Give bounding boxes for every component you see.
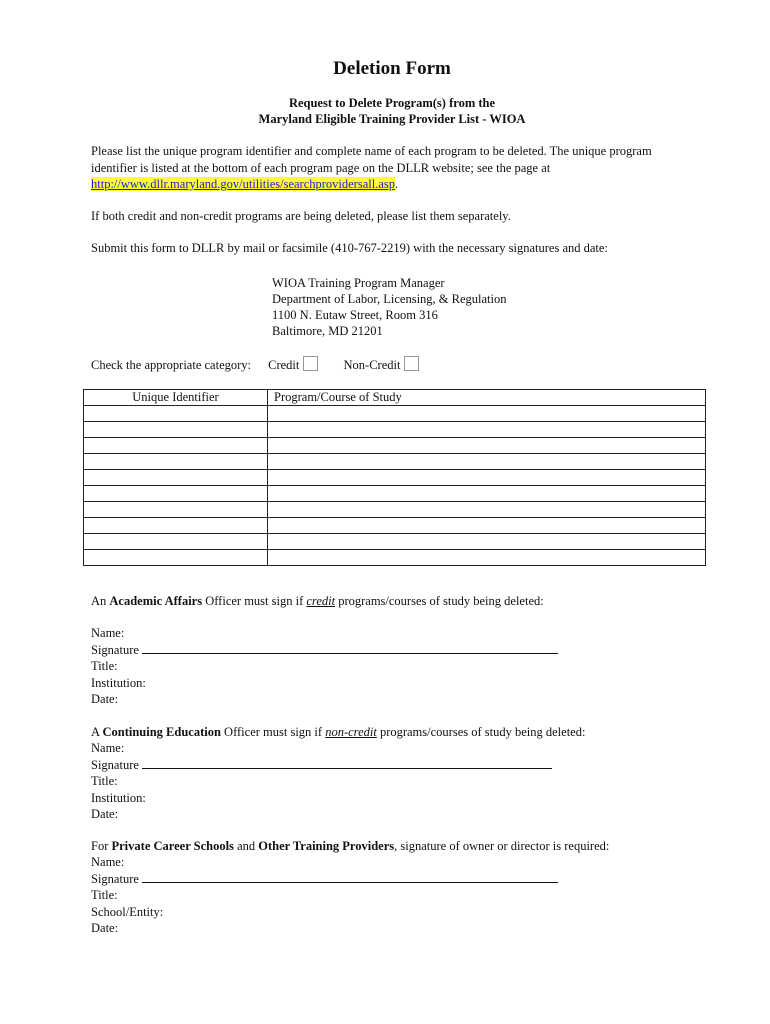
private-suffix: , signature of owner or director is required: bbox=[394, 839, 610, 853]
table-row bbox=[84, 470, 706, 486]
continuing-education-instruction bbox=[91, 724, 585, 740]
table-row bbox=[84, 438, 706, 454]
table-row bbox=[84, 502, 706, 518]
address-line-2: Department of Labor, Licensing, & Regulation bbox=[272, 292, 507, 306]
program-cell[interactable] bbox=[268, 518, 706, 534]
table-row bbox=[84, 422, 706, 438]
private-name-field[interactable]: Name: bbox=[91, 855, 125, 870]
academic-kind: credit bbox=[306, 594, 336, 608]
private-date-field[interactable]: Date: bbox=[91, 921, 119, 936]
academic-role: Academic Affairs bbox=[109, 594, 203, 608]
credit-checkbox[interactable] bbox=[303, 356, 318, 371]
program-cell[interactable] bbox=[268, 534, 706, 550]
private-role-1: Private Career Schools bbox=[111, 839, 234, 853]
intro-text: Please list the unique program identifier and complete name of each program to be deleted. The unique program identifier is listed at the bottom of each program page on the DLLR website; see the page at bbox=[91, 144, 652, 175]
academic-mid: Officer must sign if bbox=[202, 594, 307, 608]
identifier-cell[interactable] bbox=[84, 486, 268, 502]
program-cell[interactable] bbox=[268, 438, 706, 454]
academic-signature-field[interactable] bbox=[91, 642, 558, 658]
program-cell[interactable] bbox=[268, 406, 706, 422]
private-signature-label: Signature bbox=[91, 871, 139, 886]
dllr-search-link[interactable]: http://www.dllr.maryland.gov/utilities/searchprovidersall.asp bbox=[91, 177, 395, 191]
program-table-body bbox=[84, 406, 706, 566]
subtitle-line-1: Request to Delete Program(s) from the bbox=[288, 96, 496, 110]
continuing-title-field[interactable]: Title: bbox=[91, 774, 118, 789]
mailing-address bbox=[272, 275, 507, 339]
page-title: Deletion Form bbox=[333, 58, 451, 79]
program-cell[interactable] bbox=[268, 422, 706, 438]
subtitle-line-2: Maryland Eligible Training Provider List - WIOA bbox=[258, 112, 526, 126]
private-mid: and bbox=[233, 839, 259, 853]
identifier-cell[interactable] bbox=[84, 422, 268, 438]
academic-affairs-instruction bbox=[91, 593, 558, 609]
identifier-cell[interactable] bbox=[84, 550, 268, 566]
program-cell[interactable] bbox=[268, 454, 706, 470]
academic-name-field[interactable]: Name: bbox=[91, 626, 125, 641]
continuing-kind: non-credit bbox=[325, 725, 377, 739]
column-header-identifier: Unique Identifier bbox=[84, 390, 268, 406]
identifier-cell[interactable] bbox=[84, 502, 268, 518]
address-line-1: WIOA Training Program Manager bbox=[272, 276, 445, 290]
program-cell[interactable] bbox=[268, 550, 706, 566]
continuing-signature-label: Signature bbox=[91, 757, 139, 772]
continuing-suffix: programs/courses of study being deleted: bbox=[376, 725, 586, 739]
table-row bbox=[84, 518, 706, 534]
academic-suffix: programs/courses of study being deleted: bbox=[335, 594, 544, 608]
identifier-cell[interactable] bbox=[84, 406, 268, 422]
academic-institution-field[interactable]: Institution: bbox=[91, 675, 146, 690]
private-signature-line[interactable] bbox=[142, 871, 558, 883]
private-role-2: Other Training Providers bbox=[258, 839, 395, 853]
continuing-institution-field[interactable]: Institution: bbox=[91, 790, 146, 805]
identifier-cell[interactable] bbox=[84, 438, 268, 454]
private-prefix: For bbox=[91, 839, 112, 853]
continuing-mid: Officer must sign if bbox=[220, 725, 326, 739]
continuing-role: Continuing Education bbox=[102, 725, 221, 739]
private-career-block bbox=[91, 838, 609, 936]
continuing-education-block bbox=[91, 724, 585, 822]
table-row bbox=[84, 550, 706, 566]
program-cell[interactable] bbox=[268, 470, 706, 486]
table-row bbox=[84, 486, 706, 502]
category-row bbox=[91, 356, 511, 374]
submit-note: Submit this form to DLLR by mail or facsimile (410-767-2219) with the necessary signatures and date: bbox=[91, 241, 608, 255]
identifier-cell[interactable] bbox=[84, 470, 268, 486]
separate-note: If both credit and non-credit programs are being deleted, please list them separately. bbox=[91, 209, 511, 223]
intro-link-suffix: . bbox=[395, 177, 399, 191]
table-header-row bbox=[84, 390, 706, 406]
noncredit-checkbox[interactable] bbox=[404, 356, 419, 371]
identifier-cell[interactable] bbox=[84, 454, 268, 470]
private-career-instruction bbox=[91, 838, 609, 854]
continuing-prefix: A bbox=[91, 725, 103, 739]
academic-title-field[interactable]: Title: bbox=[91, 659, 118, 674]
address-line-3: 1100 N. Eutaw Street, Room 316 bbox=[272, 308, 438, 322]
intro-paragraph bbox=[91, 143, 691, 193]
program-cell[interactable] bbox=[268, 486, 706, 502]
identifier-cell[interactable] bbox=[84, 534, 268, 550]
noncredit-label: Non-Credit bbox=[343, 358, 401, 372]
table-row bbox=[84, 534, 706, 550]
table-row bbox=[84, 454, 706, 470]
academic-date-field[interactable]: Date: bbox=[91, 692, 119, 707]
continuing-date-field[interactable]: Date: bbox=[91, 807, 119, 822]
private-entity-field[interactable]: School/Entity: bbox=[91, 904, 164, 919]
column-header-program: Program/Course of Study bbox=[268, 390, 706, 406]
academic-prefix: An bbox=[91, 594, 110, 608]
continuing-signature-line[interactable] bbox=[142, 757, 552, 769]
private-signature-field[interactable] bbox=[91, 871, 609, 887]
academic-signature-line[interactable] bbox=[142, 642, 558, 654]
identifier-cell[interactable] bbox=[84, 518, 268, 534]
address-line-4: Baltimore, MD 21201 bbox=[272, 324, 383, 338]
table-row bbox=[84, 406, 706, 422]
program-table bbox=[83, 389, 706, 566]
continuing-signature-field[interactable] bbox=[91, 757, 585, 773]
academic-affairs-block bbox=[91, 593, 558, 707]
academic-signature-label: Signature bbox=[91, 642, 139, 657]
credit-label: Credit bbox=[268, 358, 300, 372]
category-prompt: Check the appropriate category: bbox=[91, 358, 251, 372]
program-cell[interactable] bbox=[268, 502, 706, 518]
private-title-field[interactable]: Title: bbox=[91, 888, 118, 903]
continuing-name-field[interactable]: Name: bbox=[91, 741, 125, 756]
